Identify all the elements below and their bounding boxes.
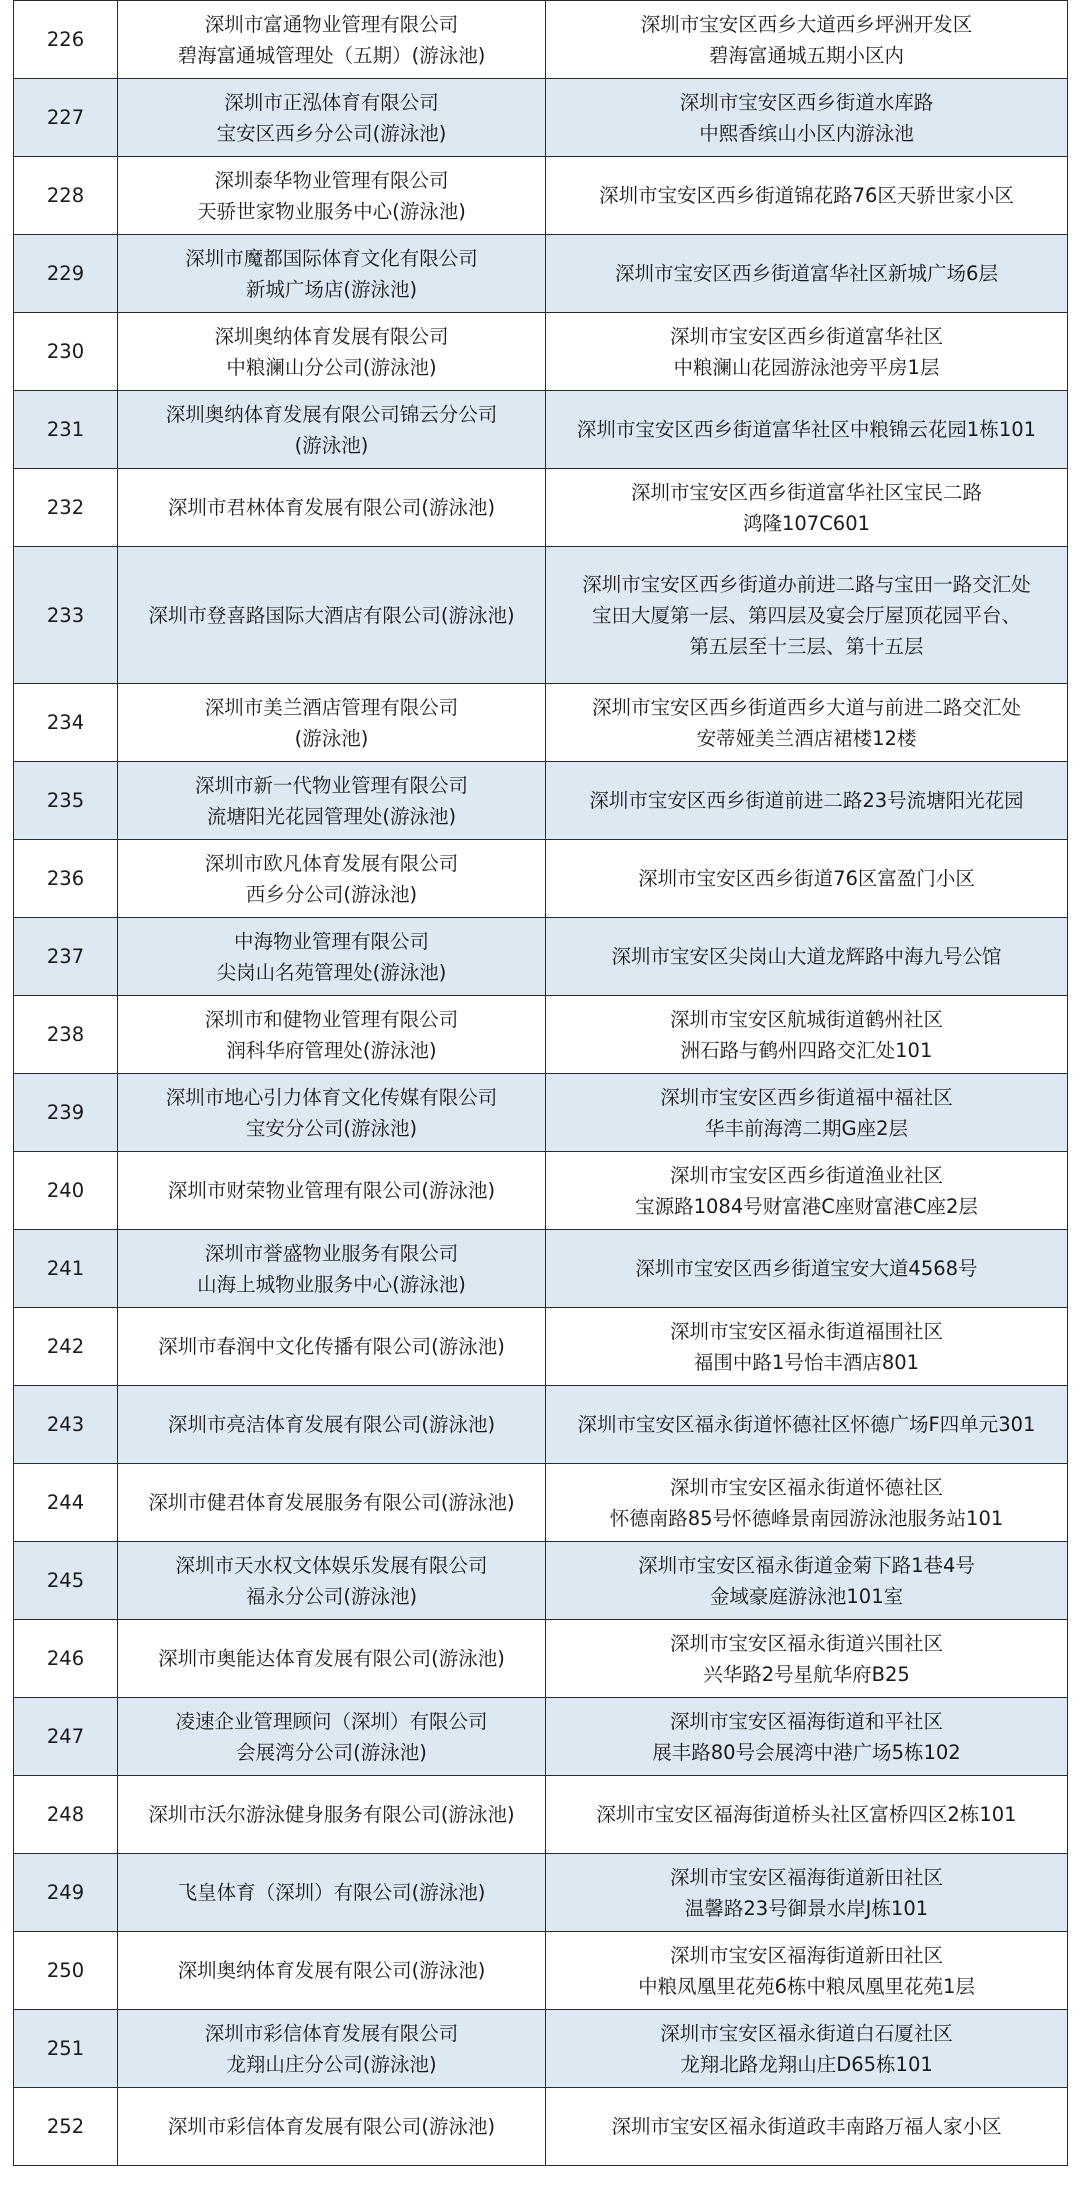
venue-name-line: 深圳奥纳体育发展有限公司锦云分公司: [165, 402, 498, 426]
venue-address-line: 福围中路1号怡丰酒店801: [693, 1350, 920, 1374]
venue-address-cell: [546, 1230, 1068, 1308]
row-number: 246: [14, 1620, 118, 1698]
venue-address-line: 深圳市宝安区福永街道白石厦社区: [660, 2021, 953, 2045]
table-row: [14, 2010, 1068, 2088]
table-row: [14, 840, 1068, 918]
table-row: [14, 469, 1068, 547]
venue-address-cell: [546, 1932, 1068, 2010]
venue-address-line: 中熙香缤山小区内游泳池: [699, 121, 914, 145]
venue-address-line: 金域豪庭游泳池101室: [709, 1584, 904, 1608]
venue-address-cell: [546, 469, 1068, 547]
row-number: 247: [14, 1698, 118, 1776]
venue-address-line: 深圳市宝安区福永街道金菊下路1巷4号: [638, 1553, 975, 1577]
venue-name-line: 深圳市健君体育发展服务有限公司(游泳池): [148, 1491, 515, 1514]
venue-address-line: 深圳市宝安区尖岗山大道龙辉路中海九号公馆: [611, 945, 1002, 968]
table-row: [14, 1074, 1068, 1152]
table-row: [14, 1, 1068, 79]
table-row: [14, 1464, 1068, 1542]
venue-address-line: 深圳市宝安区西乡街道76区富盈门小区: [638, 867, 975, 890]
venue-address-line: 龙翔北路龙翔山庄D65栋101: [680, 2052, 933, 2076]
venue-address-cell: [546, 1074, 1068, 1152]
row-number: 241: [14, 1230, 118, 1308]
table-row: [14, 313, 1068, 391]
venue-name-line: 深圳市登喜路国际大酒店有限公司(游泳池): [148, 603, 515, 627]
row-number: 239: [14, 1074, 118, 1152]
venue-address-line: 深圳市宝安区福海街道和平社区: [669, 1709, 943, 1733]
venue-name-cell: [118, 79, 546, 157]
row-number: 242: [14, 1308, 118, 1386]
venue-address-line: 温馨路23号御景水岸J栋101: [684, 1896, 929, 1920]
venue-address-cell: [546, 840, 1068, 918]
venue-name-cell: [118, 469, 546, 547]
venue-name-cell: [118, 840, 546, 918]
table-row: [14, 235, 1068, 313]
venue-name-line: 中海物业管理有限公司: [233, 929, 429, 953]
venue-name-line: 尖岗山名苑管理处(游泳池): [216, 960, 447, 984]
table-row: [14, 2088, 1068, 2166]
row-number: 244: [14, 1464, 118, 1542]
venue-address-cell: [546, 1776, 1068, 1854]
table-row: [14, 996, 1068, 1074]
venue-name-line: 润科华府管理处(游泳池): [226, 1038, 437, 1062]
venue-address-cell: [546, 1620, 1068, 1698]
venue-address-line: 深圳市宝安区福海街道桥头社区富桥四区2栋101: [596, 1803, 1017, 1826]
venue-address-cell: [546, 1152, 1068, 1230]
venue-name-line: 深圳市美兰酒店管理有限公司: [204, 695, 459, 719]
venue-name-line: 天骄世家物业服务中心(游泳池): [197, 199, 466, 223]
venue-address-line: 深圳市宝安区福永街道怀德社区怀德广场F四单元301: [577, 1413, 1036, 1436]
venue-address-line: 深圳市宝安区福永街道兴围社区: [669, 1631, 943, 1655]
venue-name-cell: [118, 313, 546, 391]
venue-name-line: (游泳池): [294, 726, 369, 750]
venue-name-line: 深圳泰华物业管理有限公司: [214, 168, 449, 192]
venue-name-cell: [118, 918, 546, 996]
venue-name-cell: [118, 1854, 546, 1932]
venue-address-cell: [546, 1698, 1068, 1776]
venue-address-line: 深圳市宝安区西乡街道富华社区新城广场6层: [615, 262, 998, 285]
venue-name-cell: [118, 1074, 546, 1152]
venue-address-line: 深圳市宝安区西乡大道西乡坪洲开发区: [640, 12, 973, 36]
venue-name-line: 深圳市地心引力体育文化传媒有限公司: [165, 1085, 498, 1109]
row-number: 248: [14, 1776, 118, 1854]
venue-name-cell: [118, 1776, 546, 1854]
venue-name-line: 深圳市魔都国际体育文化有限公司: [185, 246, 478, 270]
venue-address-cell: [546, 996, 1068, 1074]
row-number: 238: [14, 996, 118, 1074]
venue-address-line: 深圳市宝安区福海街道新田社区: [669, 1865, 943, 1889]
table-row: [14, 1230, 1068, 1308]
venue-address-cell: [546, 684, 1068, 762]
table-row: [14, 1308, 1068, 1386]
venue-name-line: 深圳市财荣物业管理有限公司(游泳池): [167, 1179, 496, 1202]
table-row: [14, 1386, 1068, 1464]
venue-name-line: 深圳市奥能达体育发展有限公司(游泳池): [158, 1647, 505, 1670]
row-number: 229: [14, 235, 118, 313]
venue-address-line: 洲石路与鹤州四路交汇处101: [680, 1038, 933, 1062]
venue-address-line: 深圳市宝安区福永街道政丰南路万福人家小区: [611, 2115, 1002, 2138]
row-number: 226: [14, 1, 118, 79]
venue-address-line: 深圳市宝安区西乡街道富华社区宝民二路: [630, 480, 982, 504]
row-number: 232: [14, 469, 118, 547]
venue-address-line: 鸿隆107C601: [742, 511, 871, 535]
venue-name-line: 深圳市君林体育发展有限公司(游泳池): [167, 496, 496, 519]
row-number: 245: [14, 1542, 118, 1620]
venue-name-cell: [118, 1, 546, 79]
row-number: 237: [14, 918, 118, 996]
venue-name-cell: [118, 684, 546, 762]
venue-address-line: 深圳市宝安区西乡街道富华社区: [669, 324, 943, 348]
venue-address-line: 兴华路2号星航华府B25: [703, 1662, 910, 1686]
venue-address-line: 华丰前海湾二期G座2层: [704, 1116, 909, 1140]
venue-name-line: 流塘阳光花园管理处(游泳池): [206, 804, 457, 828]
venue-address-cell: [546, 547, 1068, 684]
table-row: [14, 762, 1068, 840]
row-number: 227: [14, 79, 118, 157]
venue-name-cell: [118, 996, 546, 1074]
table-body: [14, 1, 1068, 2166]
venue-name-cell: [118, 2088, 546, 2166]
venue-name-line: 飞皇体育（深圳）有限公司(游泳池): [177, 1881, 486, 1904]
venue-name-cell: [118, 547, 546, 684]
venue-address-cell: [546, 2088, 1068, 2166]
table-row: [14, 918, 1068, 996]
venue-address-line: 怀德南路85号怀德峰景南园游泳池服务站101: [609, 1506, 1004, 1530]
venue-address-line: 安蒂娅美兰酒店裙楼12楼: [696, 726, 917, 750]
row-number: 230: [14, 313, 118, 391]
venue-name-line: 深圳市亮洁体育发展有限公司(游泳池): [167, 1413, 496, 1436]
venue-address-cell: [546, 1386, 1068, 1464]
venue-name-line: 宝安分公司(游泳池): [245, 1116, 418, 1140]
venue-address-line: 深圳市宝安区西乡街道福中福社区: [660, 1085, 953, 1109]
venue-name-cell: [118, 1464, 546, 1542]
row-number: 240: [14, 1152, 118, 1230]
venue-address-cell: [546, 1854, 1068, 1932]
venue-address-cell: [546, 2010, 1068, 2088]
venue-name-cell: [118, 2010, 546, 2088]
table-row: [14, 1854, 1068, 1932]
row-number: 228: [14, 157, 118, 235]
venue-name-line: 龙翔山庄分公司(游泳池): [226, 2052, 437, 2076]
venue-name-cell: [118, 762, 546, 840]
venue-address-line: 深圳市宝安区西乡街道前进二路23号流塘阳光花园: [589, 789, 1024, 812]
row-number: 243: [14, 1386, 118, 1464]
venue-name-cell: [118, 1230, 546, 1308]
row-number: 236: [14, 840, 118, 918]
venue-name-line: 新城广场店(游泳池): [245, 277, 418, 301]
row-number: 231: [14, 391, 118, 469]
venue-address-line: 宝田大厦第一层、第四层及宴会厅屋顶花园平台、: [591, 603, 1021, 627]
venue-address-line: 深圳市宝安区福海街道新田社区: [669, 1943, 943, 1967]
venue-name-cell: [118, 1932, 546, 2010]
venue-name-cell: [118, 1152, 546, 1230]
venue-address-cell: [546, 1542, 1068, 1620]
venue-name-line: 深圳奥纳体育发展有限公司: [214, 324, 449, 348]
venue-name-line: 深圳市新一代物业管理有限公司: [194, 773, 468, 797]
venue-name-line: 深圳市沃尔游泳健身服务有限公司(游泳池): [148, 1803, 515, 1826]
venue-address-cell: [546, 1464, 1068, 1542]
venue-address-cell: [546, 157, 1068, 235]
venue-address-line: 中粮凤凰里花苑6栋中粮凤凰里花苑1层: [638, 1974, 975, 1998]
table-row: [14, 391, 1068, 469]
venue-name-line: 深圳市誉盛物业服务有限公司: [204, 1241, 459, 1265]
row-number: 234: [14, 684, 118, 762]
venue-name-line: 山海上城物业服务中心(游泳池): [197, 1272, 466, 1296]
venue-address-line: 宝源路1084号财富港C座财富港C座2层: [635, 1194, 978, 1218]
row-number: 235: [14, 762, 118, 840]
row-number: 250: [14, 1932, 118, 2010]
table-row: [14, 79, 1068, 157]
table-row: [14, 1152, 1068, 1230]
venue-name-cell: [118, 1620, 546, 1698]
venue-address-line: 深圳市宝安区福永街道福围社区: [669, 1319, 943, 1343]
venue-name-line: 深圳市正泓体育有限公司: [224, 90, 439, 114]
venue-address-line: 深圳市宝安区西乡街道锦花路76区天骄世家小区: [599, 184, 1014, 207]
venue-address-cell: [546, 79, 1068, 157]
venue-address-line: 深圳市宝安区西乡街道宝安大道4568号: [635, 1257, 978, 1280]
venue-address-line: 碧海富通城五期小区内: [708, 43, 904, 67]
venue-name-cell: [118, 235, 546, 313]
venue-address-cell: [546, 235, 1068, 313]
venue-name-cell: [118, 1542, 546, 1620]
venue-name-line: 宝安区西乡分公司(游泳池): [216, 121, 447, 145]
table-row: [14, 1542, 1068, 1620]
venue-name-line: 深圳市欧凡体育发展有限公司: [204, 851, 459, 875]
table-row: [14, 1620, 1068, 1698]
venue-address-line: 中粮澜山花园游泳池旁平房1层: [673, 355, 940, 379]
venue-address-cell: [546, 1, 1068, 79]
venue-name-cell: [118, 1308, 546, 1386]
venue-address-line: 深圳市宝安区西乡街道渔业社区: [669, 1163, 943, 1187]
venue-name-line: 深圳市春润中文化传播有限公司(游泳池): [158, 1335, 505, 1358]
venue-address-line: 第五层至十三层、第十五层: [689, 634, 924, 658]
venue-address-line: 深圳市宝安区西乡街道水库路: [679, 90, 934, 114]
venue-name-line: 深圳市彩信体育发展有限公司(游泳池): [167, 2115, 496, 2138]
venue-address-cell: [546, 391, 1068, 469]
row-number: 251: [14, 2010, 118, 2088]
venue-address-line: 深圳市宝安区航城街道鹤州社区: [669, 1007, 943, 1031]
venue-name-line: 碧海富通城管理处（五期）(游泳池): [177, 43, 486, 67]
venue-table: [13, 0, 1068, 2166]
venue-address-line: 展丰路80号会展湾中港广场5栋102: [652, 1740, 961, 1764]
venue-address-cell: [546, 918, 1068, 996]
venue-name-cell: [118, 1698, 546, 1776]
row-number: 233: [14, 547, 118, 684]
venue-name-cell: [118, 1386, 546, 1464]
venue-name-line: (游泳池): [294, 433, 369, 457]
venue-name-line: 会展湾分公司(游泳池): [236, 1740, 427, 1764]
venue-address-line: 深圳市宝安区西乡街道办前进二路与宝田一路交汇处: [582, 572, 1031, 596]
table-row: [14, 1776, 1068, 1854]
venue-name-cell: [118, 391, 546, 469]
venue-name-cell: [118, 157, 546, 235]
table-row: [14, 1932, 1068, 2010]
venue-address-line: 深圳市宝安区福永街道怀德社区: [669, 1475, 943, 1499]
table-row: [14, 1698, 1068, 1776]
venue-address-line: 深圳市宝安区西乡街道富华社区中粮锦云花园1栋101: [576, 418, 1037, 441]
venue-name-line: 西乡分公司(游泳池): [245, 882, 418, 906]
table-row: [14, 157, 1068, 235]
venue-name-line: 深圳市天水权文体娱乐发展有限公司: [175, 1553, 488, 1577]
row-number: 249: [14, 1854, 118, 1932]
row-number: 252: [14, 2088, 118, 2166]
venue-name-line: 福永分公司(游泳池): [245, 1584, 418, 1608]
venue-address-cell: [546, 1308, 1068, 1386]
venue-name-line: 深圳市富通物业管理有限公司: [204, 12, 459, 36]
venue-name-line: 深圳市彩信体育发展有限公司: [204, 2021, 459, 2045]
venue-name-line: 深圳市和健物业管理有限公司: [204, 1007, 459, 1031]
venue-address-line: 深圳市宝安区西乡街道西乡大道与前进二路交汇处: [591, 695, 1021, 719]
venue-name-line: 深圳奥纳体育发展有限公司(游泳池): [177, 1959, 486, 1982]
venue-address-cell: [546, 762, 1068, 840]
table-row: [14, 684, 1068, 762]
venue-name-line: 凌速企业管理顾问（深圳）有限公司: [175, 1709, 488, 1733]
venue-name-line: 中粮澜山分公司(游泳池): [226, 355, 437, 379]
table-row: [14, 547, 1068, 684]
venue-address-cell: [546, 313, 1068, 391]
